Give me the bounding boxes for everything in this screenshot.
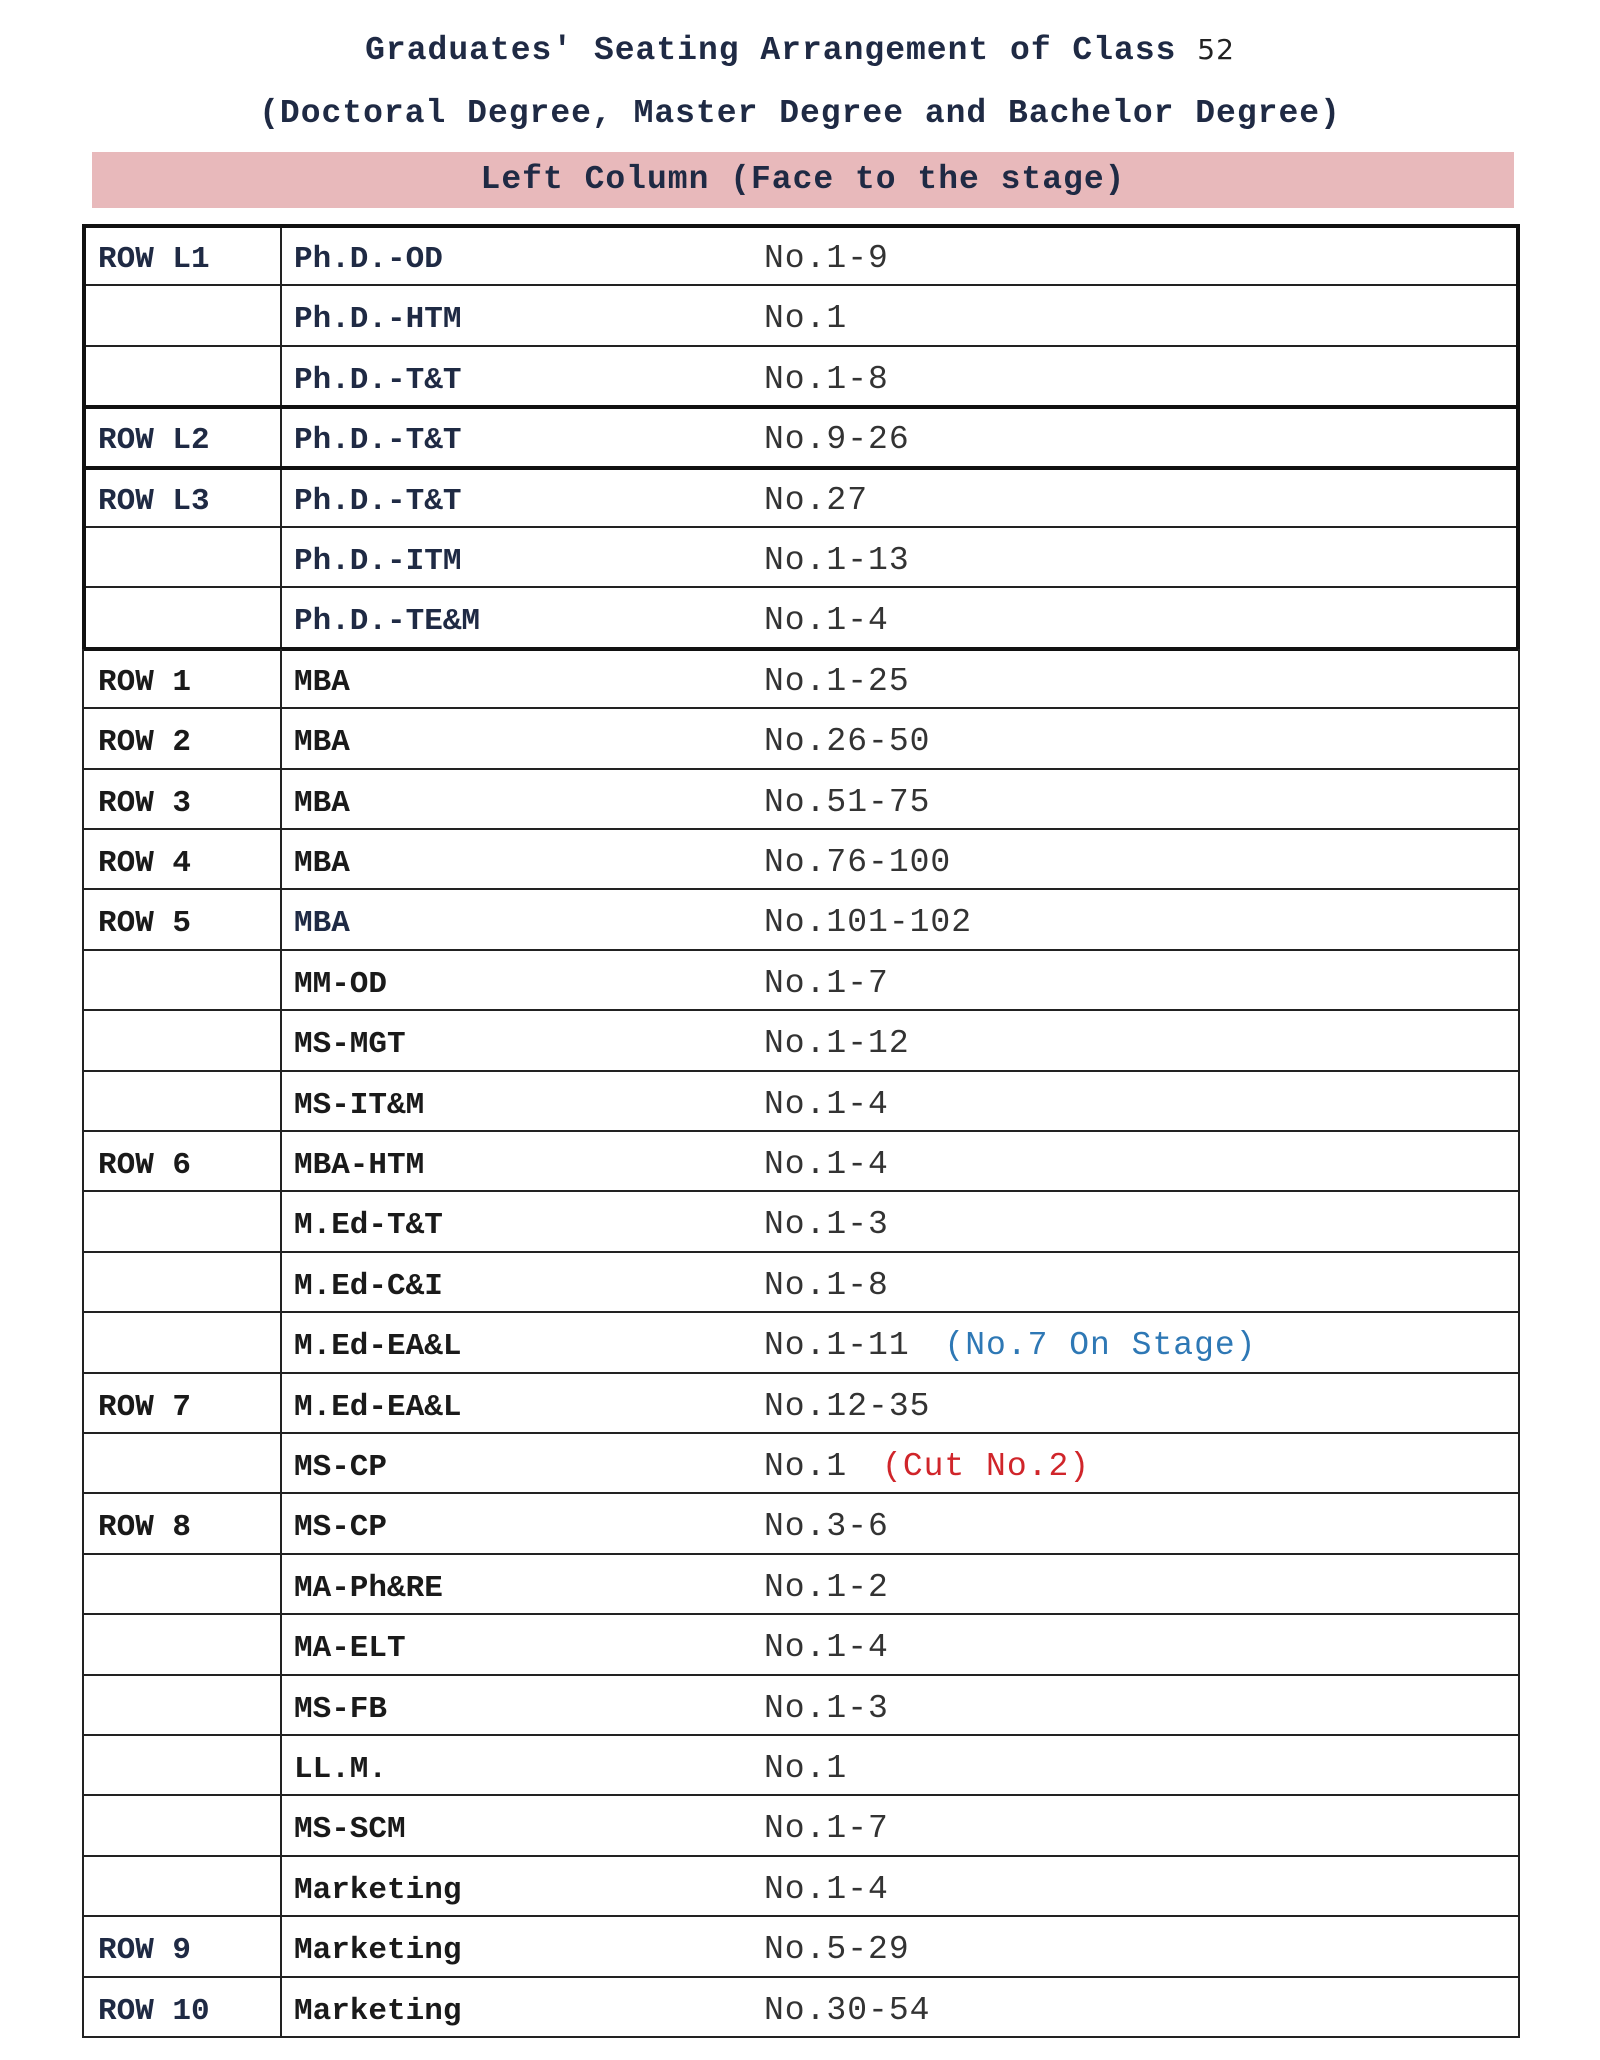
seat-range: No.1-9 — [764, 240, 889, 277]
seat-range: No.1-8 — [764, 360, 889, 398]
seat-range: No.1-13 — [764, 542, 910, 579]
column-banner: Left Column (Face to the stage) — [92, 152, 1514, 208]
table-row — [82, 1494, 1520, 1554]
program-cell: Marketing — [280, 1857, 672, 1915]
table-row — [82, 1796, 1520, 1856]
row-label: ROW 10 — [82, 1978, 280, 2038]
row-label: ROW 2 — [82, 709, 280, 769]
page-title — [0, 32, 1600, 69]
seat-range-cell — [672, 226, 1520, 284]
program-cell: MA-ELT — [280, 1615, 672, 1673]
program-cell: MS-CP — [280, 1434, 672, 1492]
seat-range-cell — [672, 1494, 1520, 1552]
program-cell: LL.M. — [280, 1736, 672, 1794]
seat-range: No.1-8 — [764, 1266, 889, 1304]
program-cell: Marketing — [280, 1917, 672, 1975]
seat-range: No.30-54 — [764, 1991, 931, 2029]
seat-range: No.1-4 — [764, 1146, 889, 1183]
seat-range-cell — [672, 1978, 1520, 2036]
seat-range-cell — [672, 830, 1520, 888]
seat-range-cell — [672, 1313, 1520, 1371]
row-label: ROW 7 — [82, 1374, 280, 1495]
table-row — [82, 709, 1520, 769]
program-cell: Ph.D.-TE&M — [280, 588, 672, 646]
program-cell: Ph.D.-HTM — [280, 286, 672, 344]
program-cell: Ph.D.-T&T — [280, 347, 672, 405]
seat-range-cell — [672, 407, 1520, 465]
seat-range: No.1-12 — [764, 1025, 910, 1063]
seat-range: No.3-6 — [764, 1508, 889, 1546]
program-cell: MA-Ph&RE — [280, 1555, 672, 1613]
seat-range: No.1 — [764, 1448, 848, 1485]
class-number: 52 — [1197, 33, 1235, 66]
table-row — [82, 1072, 1520, 1132]
program-cell: MS-CP — [280, 1494, 672, 1552]
seat-range-cell — [672, 1192, 1520, 1250]
seat-range: No.26-50 — [764, 723, 931, 761]
seat-range-cell — [672, 709, 1520, 767]
program-cell: Ph.D.-T&T — [280, 468, 672, 526]
seat-range-cell — [672, 1072, 1520, 1130]
table-row — [82, 770, 1520, 830]
table-row — [82, 1615, 1520, 1675]
program-cell: MS-MGT — [280, 1011, 672, 1069]
seat-range: No.1 — [764, 1750, 848, 1787]
row-label: ROW 1 — [82, 649, 280, 709]
page-subtitle: (Doctoral Degree, Master Degree and Bachelor Degree) — [259, 95, 1341, 132]
seat-range: No.101-102 — [764, 904, 973, 942]
seat-range-cell — [672, 770, 1520, 828]
program-cell: MBA — [280, 830, 672, 888]
table-row — [82, 1374, 1520, 1434]
seat-range-cell — [672, 1132, 1520, 1190]
seat-range-cell — [672, 1434, 1520, 1492]
seat-range-cell — [672, 1917, 1520, 1975]
seat-range: No.1 — [764, 300, 848, 338]
row-label: ROW 3 — [82, 770, 280, 830]
program-cell: MS-FB — [280, 1676, 672, 1734]
seat-range-cell — [672, 286, 1520, 344]
table-row — [82, 890, 1520, 950]
program-cell: MBA — [280, 649, 672, 707]
table-row — [82, 1857, 1520, 1917]
table-row — [82, 528, 1520, 588]
row-label: ROW 6 — [82, 1132, 280, 1374]
seat-range: No.1-2 — [764, 1568, 889, 1606]
table-row — [82, 347, 1520, 407]
table-row — [82, 1917, 1520, 1977]
seat-range: No.51-75 — [764, 783, 931, 821]
seat-range-cell — [672, 1011, 1520, 1069]
seat-range: No.1-4 — [764, 602, 889, 640]
seat-range: No.1-4 — [764, 1085, 889, 1123]
seating-table — [82, 226, 1520, 2060]
seat-range: No.5-29 — [764, 1931, 910, 1969]
table-row — [82, 1434, 1520, 1494]
seat-range-cell — [672, 347, 1520, 405]
table-row — [82, 1555, 1520, 1615]
table-row — [82, 830, 1520, 890]
seat-range-cell — [672, 528, 1520, 586]
table-row — [82, 1192, 1520, 1252]
seat-range-cell — [672, 890, 1520, 948]
seat-range: No.76-100 — [764, 844, 952, 881]
table-row — [82, 1132, 1520, 1192]
seat-note: (No.7 On Stage) — [923, 1327, 1257, 1365]
seat-range: No.1-4 — [764, 1870, 889, 1908]
seat-range: No.1-3 — [764, 1206, 889, 1244]
program-cell: MS-IT&M — [280, 1072, 672, 1130]
table-row — [82, 588, 1520, 648]
seat-range-cell — [672, 1736, 1520, 1794]
program-cell: M.Ed-EA&L — [280, 1374, 672, 1432]
seat-range-cell — [672, 1857, 1520, 1915]
row-label: ROW 5 — [82, 890, 280, 1132]
program-cell: M.Ed-T&T — [280, 1192, 672, 1250]
seat-note: (Cut No.2) — [861, 1448, 1091, 1485]
seat-range-cell — [672, 1555, 1520, 1613]
seat-range-cell — [672, 1374, 1520, 1432]
table-row — [82, 951, 1520, 1011]
seat-range-cell — [672, 1253, 1520, 1311]
program-cell: MBA — [280, 709, 672, 767]
seat-range: No.1-25 — [764, 662, 910, 700]
table-row — [82, 1978, 1520, 2038]
program-cell: Marketing — [280, 1978, 672, 2036]
table-row — [82, 1011, 1520, 1071]
table-row — [82, 1676, 1520, 1736]
program-cell: MBA-HTM — [280, 1132, 672, 1190]
program-cell: MBA — [280, 770, 672, 828]
program-cell: MBA — [280, 890, 672, 948]
table-row — [82, 468, 1520, 528]
seat-range: No.1-7 — [764, 964, 889, 1002]
program-cell: Ph.D.-OD — [280, 226, 672, 284]
seat-range-cell — [672, 649, 1520, 707]
seat-range: No.1-3 — [764, 1689, 889, 1727]
table-row — [82, 286, 1520, 346]
table-row — [82, 1253, 1520, 1313]
table-row — [82, 649, 1520, 709]
row-label: ROW L2 — [82, 407, 280, 467]
row-label: ROW L3 — [82, 468, 280, 649]
seat-range: No.1-11 — [764, 1327, 910, 1365]
seat-range-cell — [672, 1796, 1520, 1854]
seat-range-cell — [672, 468, 1520, 526]
seat-range-cell — [672, 1676, 1520, 1734]
program-cell: M.Ed-C&I — [280, 1253, 672, 1311]
row-label: ROW 9 — [82, 1917, 280, 1977]
seat-range: No.1-4 — [764, 1629, 889, 1667]
seat-range: No.12-35 — [764, 1387, 931, 1425]
seat-range-cell — [672, 1615, 1520, 1673]
program-cell: M.Ed-EA&L — [280, 1313, 672, 1371]
table-row — [82, 226, 1520, 286]
program-cell: Ph.D.-ITM — [280, 528, 672, 586]
table-row — [82, 407, 1520, 467]
row-label: ROW 8 — [82, 1494, 280, 1917]
seat-range: No.9-26 — [764, 421, 910, 459]
row-label: ROW L1 — [82, 226, 280, 407]
program-cell: Ph.D.-T&T — [280, 407, 672, 465]
table-row — [82, 1313, 1520, 1373]
program-cell: MS-SCM — [280, 1796, 672, 1854]
table-row — [82, 1736, 1520, 1796]
title-text: Graduates' Seating Arrangement of Class — [365, 32, 1177, 69]
seat-range-cell — [672, 951, 1520, 1009]
program-cell: MM-OD — [280, 951, 672, 1009]
seat-range-cell — [672, 588, 1520, 646]
seat-range: No.27 — [764, 481, 869, 519]
seat-range: No.1-7 — [764, 1810, 889, 1848]
row-label: ROW 4 — [82, 830, 280, 890]
